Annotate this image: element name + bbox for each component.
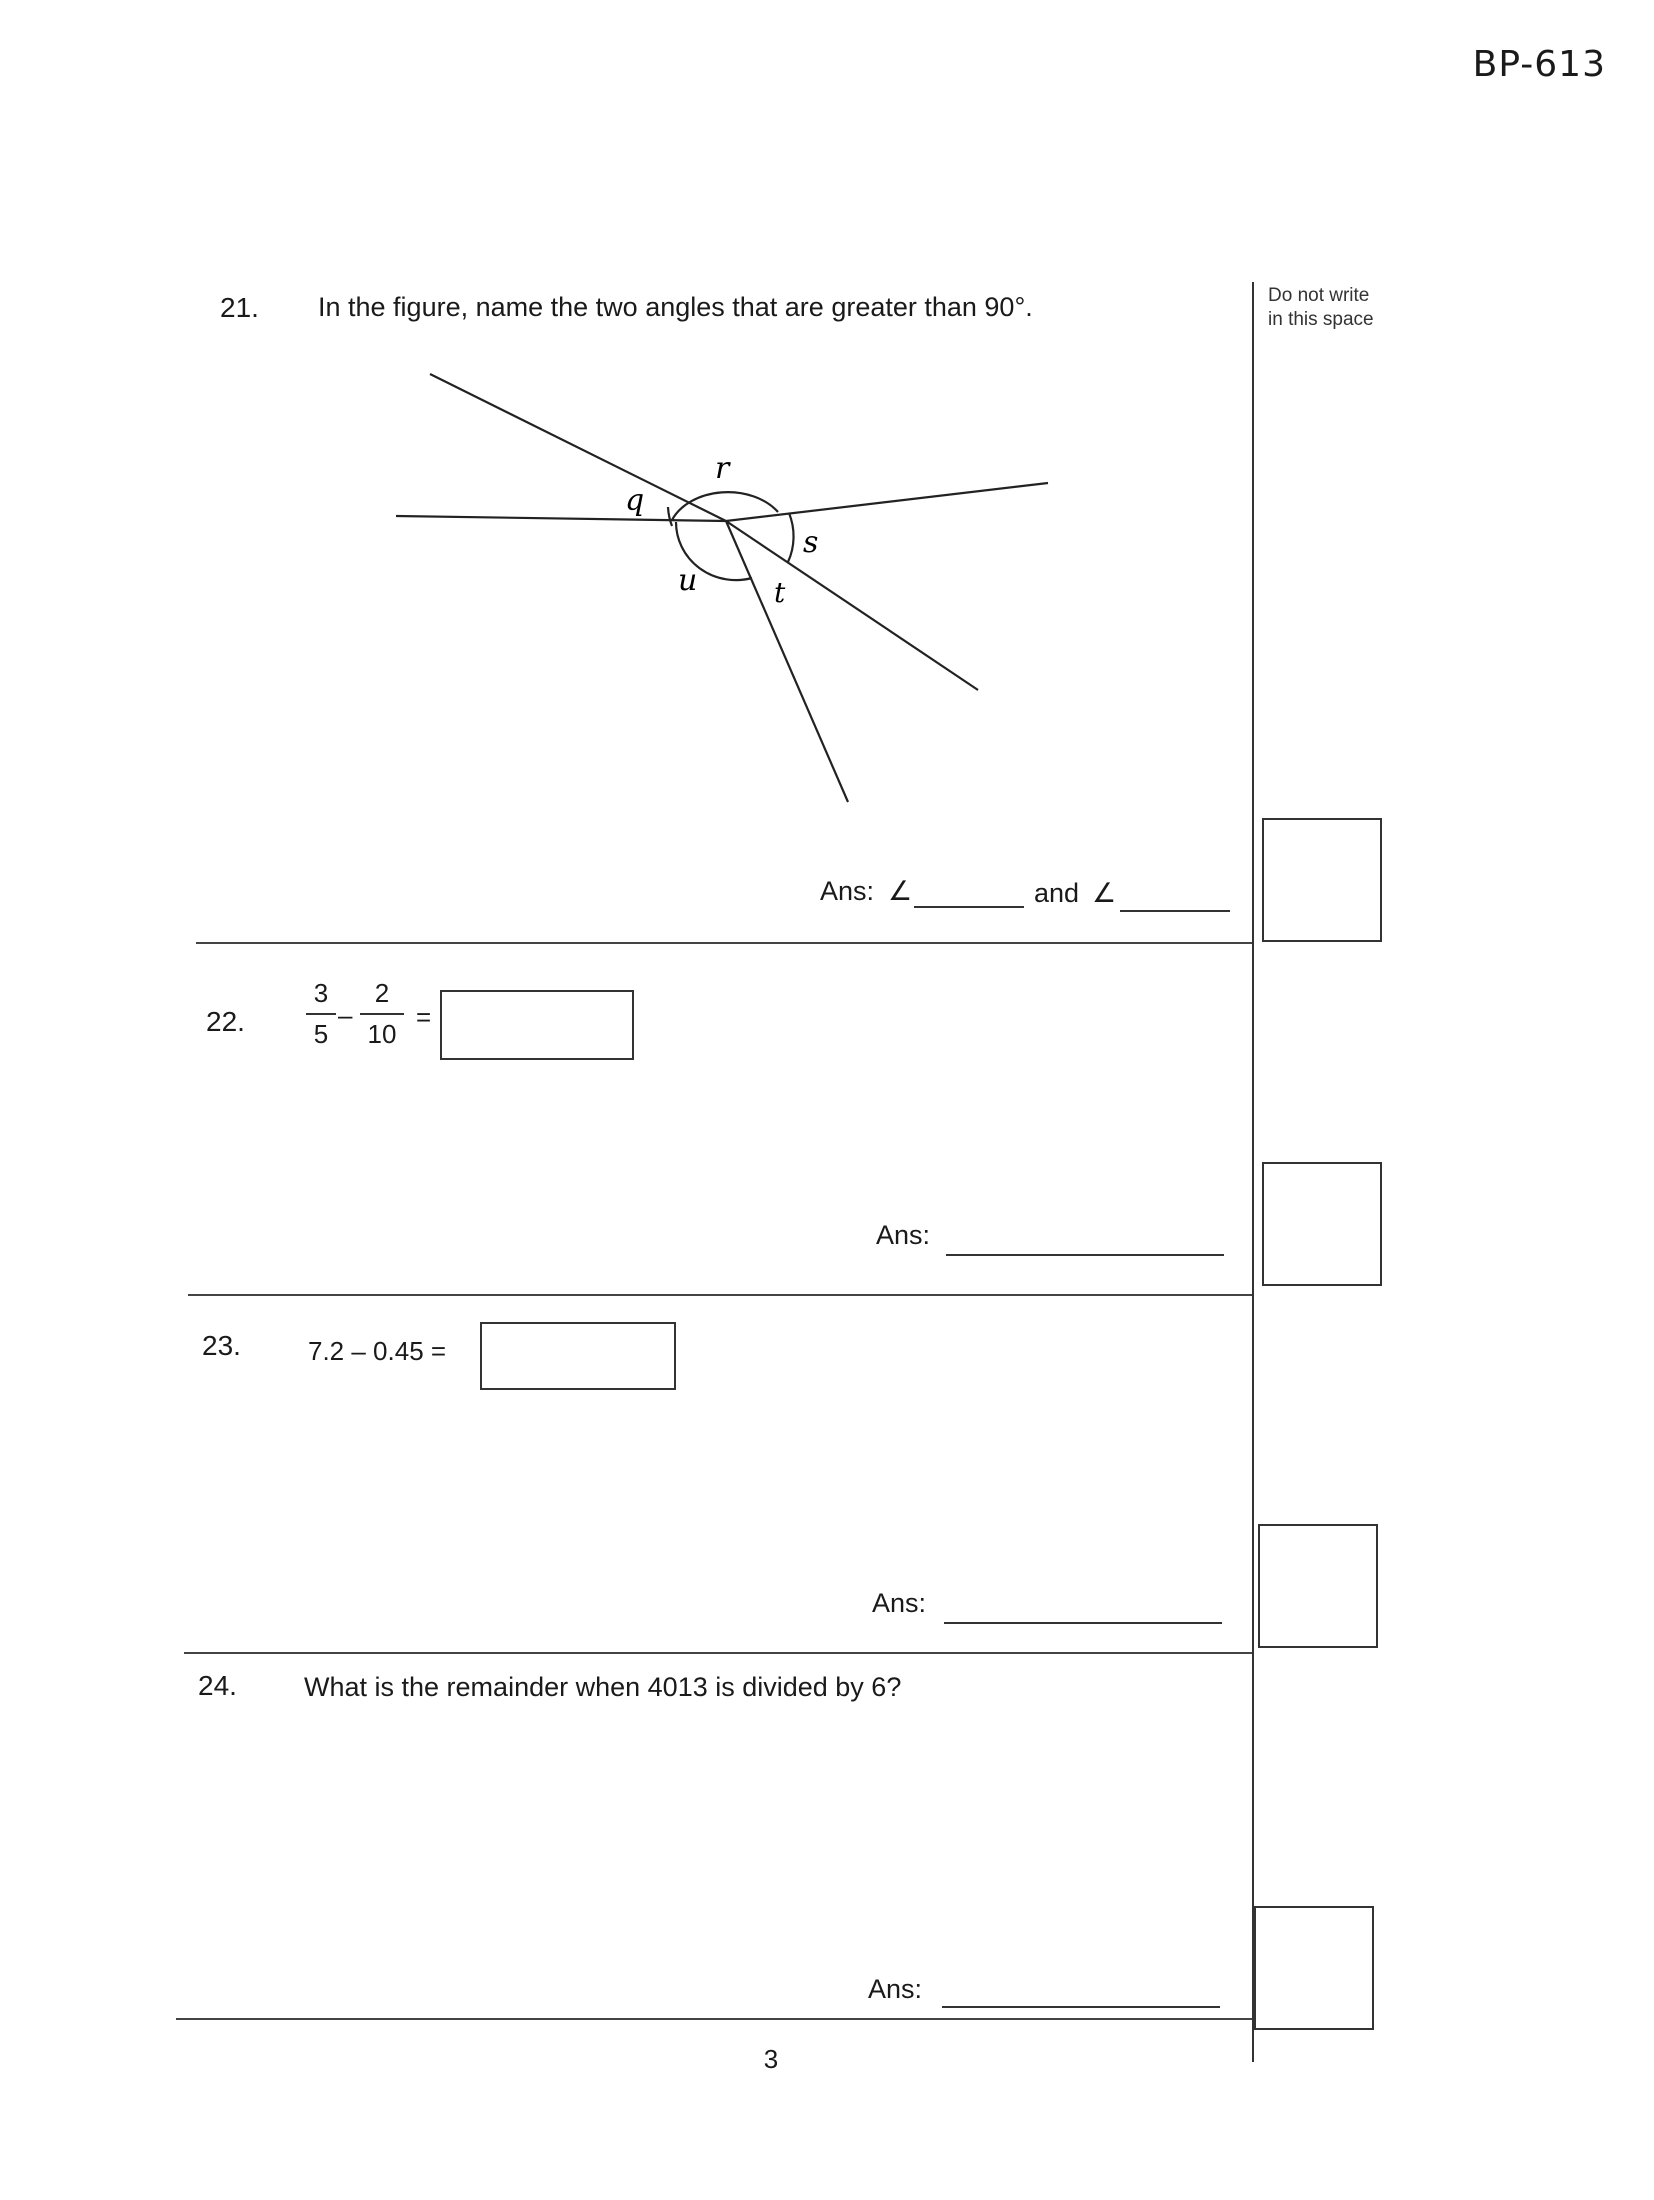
question-21-and-label: and [1034, 878, 1080, 908]
paper-code: BP-613 [1472, 44, 1606, 85]
fraction-denominator: 10 [367, 1018, 397, 1049]
question-separator [184, 1652, 1252, 1654]
question-24-text: What is the remainder when 4013 is divided by 6? [304, 1672, 902, 1702]
angle-symbol-1: ∠ [888, 876, 913, 906]
question-22-mark-box [1262, 1162, 1382, 1286]
question-21-answer-line-2[interactable] [1120, 910, 1230, 912]
question-separator [176, 2018, 1252, 2020]
margin-note-line-1: Do not write [1268, 285, 1370, 306]
fraction-denominator: 5 [313, 1018, 329, 1049]
page-number: 3 [763, 2044, 779, 2074]
question-separator [188, 1294, 1252, 1296]
fraction-numerator: 2 [374, 978, 390, 1008]
line-left-ray [396, 516, 726, 521]
label-u: u [678, 563, 698, 598]
fraction-2-10 [360, 978, 404, 1050]
equals-sign: = [416, 1002, 432, 1032]
fraction-3-5 [306, 978, 336, 1050]
arc-s [788, 513, 794, 562]
label-t: t [774, 576, 786, 609]
question-23-answer-box[interactable] [480, 1322, 676, 1390]
question-21-mark-box [1262, 818, 1382, 942]
label-q: q [625, 483, 645, 518]
question-separator [196, 942, 1252, 944]
question-24-mark-box [1254, 1906, 1374, 2030]
question-24-answer-line[interactable] [942, 2006, 1220, 2008]
arc-q [668, 507, 672, 526]
fraction-numerator: 3 [313, 978, 329, 1008]
question-21-number: 21. [220, 292, 259, 323]
question-21-answer-line-1[interactable] [914, 906, 1024, 908]
question-22-answer-box[interactable] [440, 990, 634, 1060]
label-s: s [803, 525, 819, 560]
question-23-expression: 7.2 – 0.45 = [308, 1336, 447, 1366]
question-23-mark-box [1258, 1524, 1378, 1648]
question-24-ans-label: Ans: [868, 1974, 923, 2004]
margin-note-line-2: in this space [1268, 309, 1374, 330]
line-upper-right-ray [726, 483, 1048, 521]
question-23-number: 23. [202, 1330, 241, 1361]
angle-figure [0, 0, 1654, 900]
question-24-number: 24. [198, 1670, 237, 1701]
angle-symbol-2: ∠ [1092, 878, 1117, 908]
question-21-text: In the figure, name the two angles that are greater than 90°. [318, 292, 1033, 322]
minus-sign: – [338, 1000, 353, 1030]
question-22-ans-label: Ans: [876, 1220, 931, 1250]
line-upper-left-ray [430, 374, 726, 521]
question-21-ans-label: Ans: [820, 876, 875, 906]
question-23-ans-label: Ans: [872, 1588, 927, 1618]
question-22-number: 22. [206, 1006, 245, 1037]
question-23-answer-line[interactable] [944, 1622, 1222, 1624]
question-22-answer-line[interactable] [946, 1254, 1224, 1256]
label-r: r [715, 451, 730, 486]
